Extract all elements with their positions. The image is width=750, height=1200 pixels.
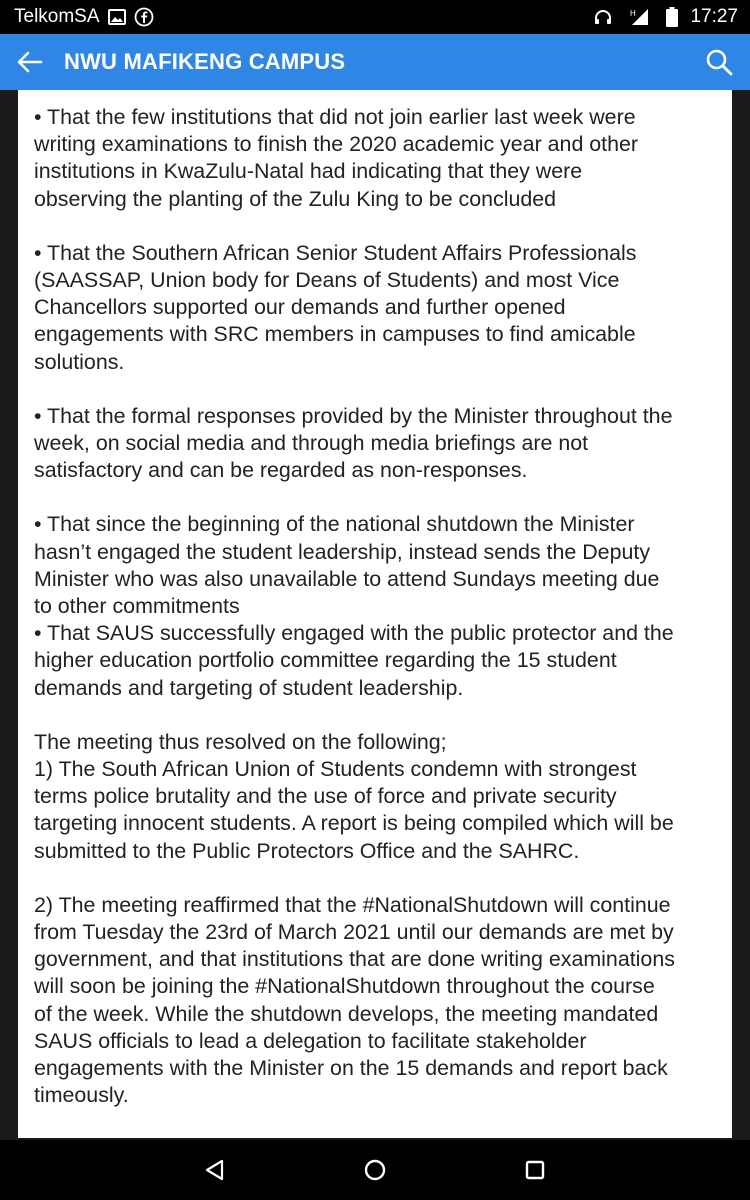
search-button[interactable]	[702, 45, 736, 79]
clock: 17:27	[690, 6, 738, 27]
back-button[interactable]	[14, 46, 46, 78]
post-paragraph: • That the formal responses provided by the Minister throughout the week, on social media and through media briefings are not satisfactory and can be regarded as non-responses.	[34, 403, 673, 483]
arrow-left-icon	[17, 51, 43, 73]
navigation-bar	[0, 1140, 750, 1200]
status-icons	[586, 6, 738, 28]
svg-text:H: H	[630, 9, 637, 18]
page-title: NWU MAFIKENG CAMPUS	[64, 49, 346, 74]
battery-icon	[666, 7, 678, 27]
post-paragraph: • That the Southern African Senior Student Affairs Professionals (SAASSAP, Union body for Deans of Students) and most Vice Chancellors supported our demands and further opened engagements with SRC members in campuses to find amicable solutions.	[34, 240, 637, 374]
triangle-back-icon	[203, 1158, 227, 1182]
status-bar	[0, 0, 750, 34]
nav-back-button[interactable]	[135, 1140, 295, 1200]
carrier-name: TelkomSA	[14, 6, 100, 27]
nav-home-button[interactable]	[295, 1140, 455, 1200]
app-bar	[0, 34, 750, 90]
facebook-notification-icon	[134, 7, 154, 27]
post-paragraph: • That since the beginning of the national shutdown the Minister hasn’t engaged the student leadership, instead sends the Deputy Minister who was also unavailable to attend Sundays meeting due to other commitments • That SAUS successfully engaged with the public protector and the higher education portfolio committee regarding the 15 student demands and targeting of student leadership.	[34, 512, 674, 700]
post-paragraph: • That the few institutions that did not join earlier last week were writing examinations to finish the 2020 academic year and other institutions in KwaZulu-Natal had indicating that they were observing the planting of the Zulu King to be concluded	[34, 105, 639, 211]
nav-recents-button[interactable]	[455, 1140, 615, 1200]
gallery-notification-icon	[108, 9, 126, 25]
signal-icon	[628, 8, 650, 26]
post-paragraph: 2) The meeting reaffirmed that the #NationalShutdown will continue from Tuesday the 23rd of March 2021 until our demands are met by government, and that institutions that are done writing examinations will soon be joining the #NationalShutdown throughout the course of the week. While the shutdown develops, the meeting mandated SAUS officials to lead a delegation to facilitate stakeholder engagements with the Minister on the 15 demands and report back timeously.	[34, 892, 675, 1108]
square-recents-icon	[524, 1159, 546, 1181]
headphones-icon	[594, 9, 612, 25]
post-body[interactable]	[18, 90, 732, 1138]
post-paragraph: The meeting thus resolved on the following; 1) The South African Union of Students condemn with strongest terms police brutality and the use of force and private security targeting innocent students. A report is being compiled which will be submitted to the Public Protectors Office and the SAHRC.	[34, 729, 674, 863]
search-icon	[705, 48, 733, 76]
circle-home-icon	[363, 1158, 387, 1182]
